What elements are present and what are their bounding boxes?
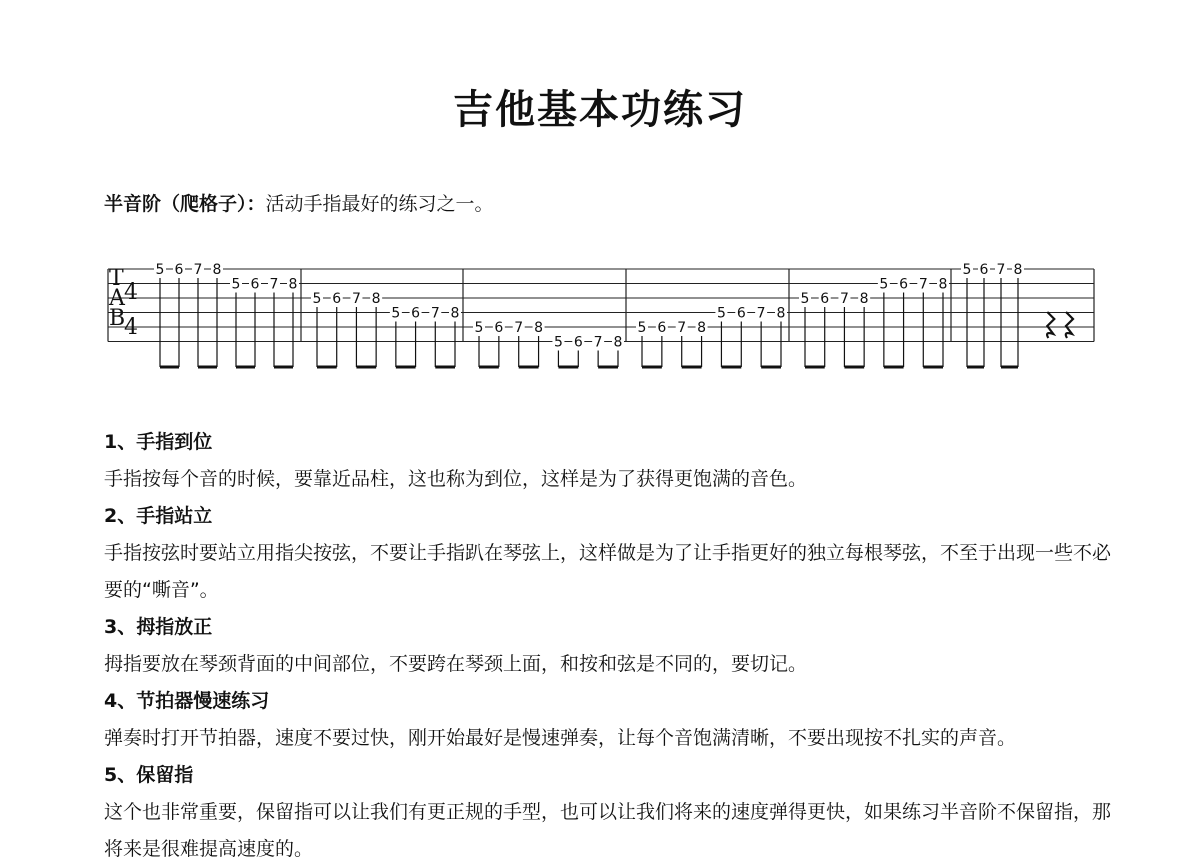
tab-fret-number: 5 <box>312 291 322 307</box>
tab-fret-number: 7 <box>996 262 1006 278</box>
tab-fret-number: 6 <box>494 320 504 336</box>
tab-fret-number: 8 <box>288 276 298 293</box>
tab-fret-number: 8 <box>613 334 623 351</box>
tab-fret-number: 6 <box>657 320 667 336</box>
tab-fret-number: 5 <box>231 276 241 293</box>
tab-fret-number: 5 <box>879 276 889 293</box>
tab-fret-number: 7 <box>756 305 766 322</box>
tab-fret-number: 8 <box>938 276 948 293</box>
tab-fret-number: 7 <box>677 320 687 336</box>
tab-fret-number: 5 <box>637 320 647 336</box>
tab-fret-number: 5 <box>553 334 563 351</box>
tip-body: 拇指要放在琴颈背面的中间部位，不要跨在琴颈上面，和按和弦是不同的，要切记。 <box>104 653 808 675</box>
guitar-tablature <box>100 255 1100 375</box>
intro-line <box>104 191 494 217</box>
quarter-rest-icon <box>1066 312 1073 338</box>
tip-title: 1、手指到位 <box>104 431 213 453</box>
tab-fret-number: 5 <box>962 262 972 278</box>
tip-title: 4、节拍器慢速练习 <box>104 690 270 712</box>
tab-fret-number: 7 <box>839 291 849 307</box>
tab-fret-number: 6 <box>820 291 830 307</box>
tab-fret-number: 8 <box>450 305 460 322</box>
tab-fret-number: 7 <box>918 276 928 293</box>
page-title: 吉他基本功练习 <box>453 87 747 133</box>
tab-fret-number: 8 <box>371 291 381 307</box>
tab-fret-number: 5 <box>474 320 484 336</box>
tab-clef-letter: A <box>109 286 125 311</box>
tab-fret-number: 6 <box>979 262 989 278</box>
tip-title: 5、保留指 <box>104 764 194 786</box>
quarter-rest-icon <box>1047 312 1054 338</box>
tab-fret-number: 5 <box>800 291 810 307</box>
tab-fret-number: 6 <box>411 305 421 322</box>
tab-fret-number: 5 <box>391 305 401 322</box>
tips-section <box>104 424 1114 868</box>
tab-fret-number: 7 <box>269 276 279 293</box>
tip-title: 3、拇指放正 <box>104 616 213 638</box>
tab-fret-number: 8 <box>859 291 869 307</box>
tip-body: 这个也非常重要，保留指可以让我们有更正规的手型，也可以让我们将来的速度弹得更快，如果练习半音阶不保留指，那将来是很难提高速度的。 <box>104 801 1112 860</box>
tip-body: 手指按每个音的时候，要靠近品柱，这也称为到位，这样是为了获得更饱满的音色。 <box>104 468 808 490</box>
tip-body: 弹奏时打开节拍器，速度不要过快，刚开始最好是慢速弹奏，让每个音饱满清晰，不要出现按不扎实的声音。 <box>104 727 1017 749</box>
tab-fret-number: 8 <box>1013 262 1023 278</box>
tab-fret-number: 6 <box>174 262 184 278</box>
intro-text: 活动手指最好的练习之一。 <box>265 193 494 215</box>
tab-fret-number: 5 <box>155 262 165 278</box>
tab-fret-number: 6 <box>899 276 909 293</box>
tab-fret-number: 8 <box>212 262 222 278</box>
tab-clef-letter: B <box>109 306 126 331</box>
intro-label: 半音阶（爬格子）： <box>104 193 266 215</box>
tab-fret-number: 8 <box>776 305 786 322</box>
tab-fret-number: 6 <box>250 276 260 293</box>
tab-fret-number: 7 <box>514 320 524 336</box>
tab-fret-number: 6 <box>736 305 746 322</box>
tab-fret-number: 6 <box>332 291 342 307</box>
tab-fret-number: 5 <box>716 305 726 322</box>
tab-fret-number: 7 <box>430 305 440 322</box>
tab-clef-letter: T <box>109 266 124 291</box>
tab-fret-number: 8 <box>697 320 707 336</box>
time-signature-digit: 4 <box>124 315 138 340</box>
tab-fret-number: 7 <box>351 291 361 307</box>
tip-body: 手指按弦时要站立用指尖按弦，不要让手指趴在琴弦上，这样做是为了让手指更好的独立每根琴弦，不至于出现一些不必要的“嘶音”。 <box>104 542 1112 601</box>
tab-fret-number: 6 <box>573 334 583 351</box>
time-signature-digit: 4 <box>124 280 138 305</box>
tab-fret-number: 7 <box>193 262 203 278</box>
tab-fret-number: 7 <box>593 334 603 351</box>
tip-title: 2、手指站立 <box>104 505 213 527</box>
tab-fret-number: 8 <box>534 320 544 336</box>
